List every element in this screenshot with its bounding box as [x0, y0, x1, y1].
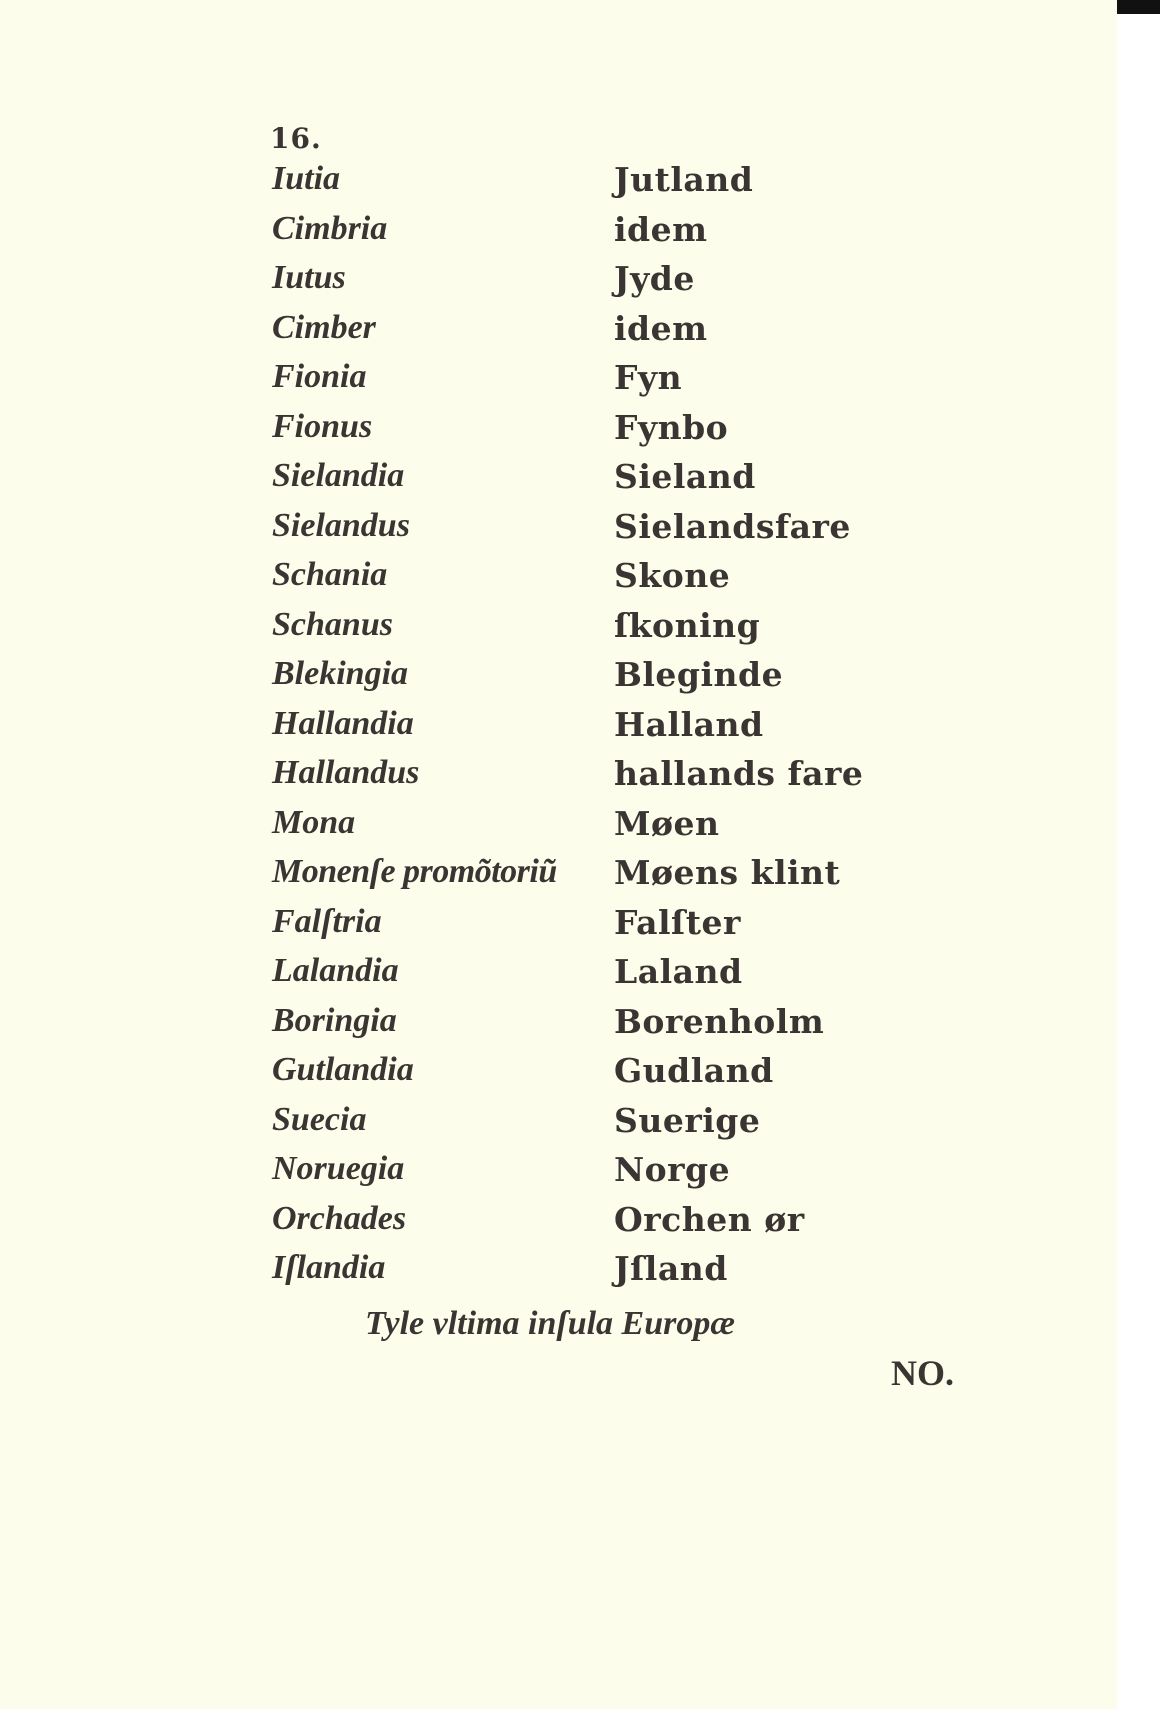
latin-term: Cimbria [272, 209, 388, 247]
glossary-row [0, 705, 1117, 755]
glossary-row [0, 358, 1117, 408]
latin-term: Noruegia [272, 1150, 405, 1187]
glossary-row [0, 1200, 1117, 1250]
glossary-row [0, 1101, 1117, 1151]
danish-term: Møen [614, 803, 720, 843]
latin-term: Iutus [272, 259, 346, 296]
latin-term: Schanus [272, 605, 393, 643]
latin-term: Fionus [272, 407, 373, 445]
danish-term: Laland [614, 952, 743, 991]
glossary-row [0, 754, 1117, 804]
latin-term: Iſlandia [272, 1249, 386, 1286]
danish-term: Halland [614, 704, 764, 744]
danish-term: Sieland [614, 457, 756, 496]
latin-term: Orchades [272, 1199, 407, 1237]
glossary-row [0, 903, 1117, 953]
danish-term: idem [614, 209, 708, 249]
danish-term: ſkoning [614, 605, 761, 645]
danish-term: Møens klint [614, 853, 841, 892]
latin-term: Blekingia [272, 655, 409, 692]
glossary-row [0, 507, 1117, 557]
glossary-row [0, 1051, 1117, 1101]
glossary-row [0, 1150, 1117, 1200]
glossary-row [0, 606, 1117, 656]
danish-term: idem [614, 308, 708, 348]
danish-term: Fynbo [614, 407, 729, 447]
glossary-row [0, 160, 1117, 210]
glossary-row [0, 457, 1117, 507]
latin-term: Lalandia [272, 952, 399, 989]
danish-term: hallands fare [614, 754, 864, 793]
catchword: NO. [891, 1353, 954, 1393]
danish-term: Orchen ør [614, 1199, 805, 1239]
latin-term: Boringia [272, 1001, 397, 1039]
latin-term: Cimber [272, 308, 376, 346]
glossary-row [0, 952, 1117, 1002]
latin-term: Hallandia [272, 704, 414, 742]
glossary-row [0, 1249, 1117, 1299]
latin-term: Schania [272, 556, 388, 593]
glossary-row [0, 853, 1117, 903]
glossary-row [0, 309, 1117, 359]
latin-term: Monenſe promõtoriũ [272, 853, 557, 890]
danish-term: Borenholm [614, 1001, 825, 1041]
danish-term: Bleginde [614, 655, 784, 694]
glossary-row [0, 804, 1117, 854]
danish-term: Jſland [614, 1249, 728, 1288]
danish-term: Suerige [614, 1100, 761, 1140]
danish-term: Jyde [614, 259, 695, 298]
latin-term: Iutia [272, 160, 341, 197]
glossary-row [0, 1002, 1117, 1052]
page-number: 16. [270, 122, 322, 155]
latin-term: Suecia [272, 1100, 367, 1138]
glossary-row [0, 655, 1117, 705]
glossary-row [0, 556, 1117, 606]
glossary-row [0, 408, 1117, 458]
latin-term: Gutlandia [272, 1051, 414, 1088]
danish-term: Falſter [614, 902, 741, 942]
glossary-row [0, 259, 1117, 309]
latin-term: Mona [272, 803, 356, 841]
scan-margin [1117, 0, 1160, 1709]
latin-term: Fionia [272, 358, 367, 395]
danish-term: Sielandsfare [614, 506, 851, 546]
glossary-row [0, 210, 1117, 260]
glossary-list [0, 160, 1117, 1299]
danish-term: Fyn [614, 358, 683, 397]
danish-term: Norge [614, 1150, 731, 1189]
latin-term: Falſtria [272, 902, 382, 940]
latin-term: Sielandia [272, 457, 405, 494]
danish-term: Skone [614, 556, 731, 595]
scan-edge-mark [1117, 0, 1160, 14]
latin-term: Hallandus [272, 754, 420, 791]
latin-term: Sielandus [272, 506, 410, 544]
danish-term: Gudland [614, 1051, 774, 1090]
danish-term: Jutland [614, 160, 754, 199]
closing-line: Tyle vltima inſula Europæ [365, 1305, 735, 1342]
